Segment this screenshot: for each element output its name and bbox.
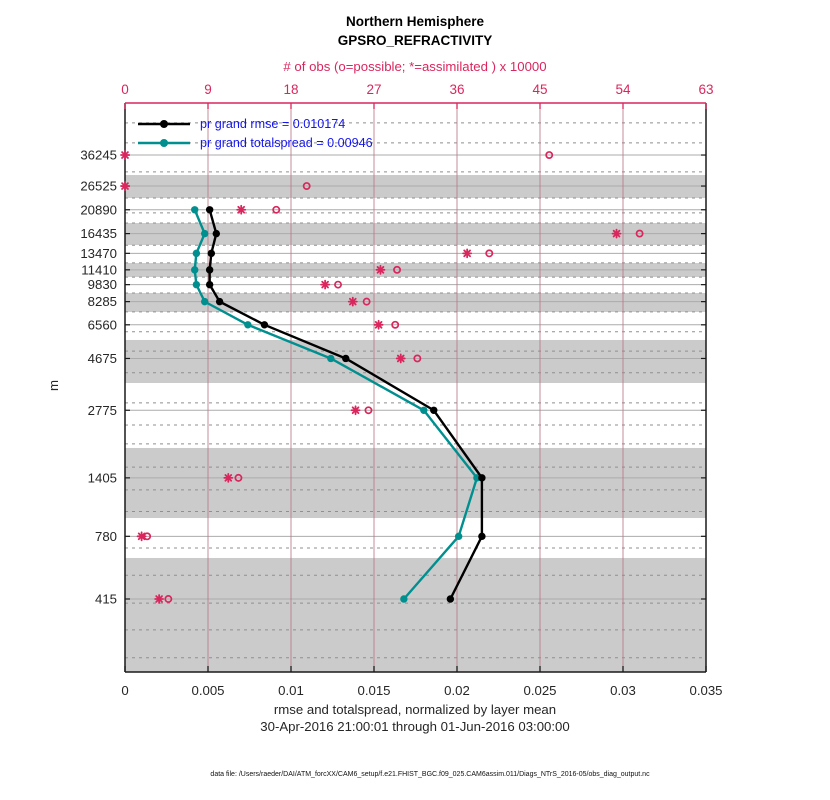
- legend-line-rmse-icon: [136, 119, 194, 129]
- svg-text:36245: 36245: [80, 147, 117, 163]
- svg-text:8285: 8285: [87, 294, 117, 310]
- legend-item-rmse: [136, 114, 373, 133]
- legend-line-totalspread-icon: [136, 138, 194, 148]
- plot-title-variable: GPSRO_REFRACTIVITY: [337, 33, 493, 48]
- svg-text:26525: 26525: [80, 178, 117, 194]
- data-file-path: data file: /Users/raeder/DAI/ATM_forcXX/CAM6_setup/f.e21.FHIST_BGC.f09_025.CAM6assim.011/Diags_NTrS_2016-05/obs_diag_output.nc: [210, 771, 650, 778]
- svg-text:4675: 4675: [87, 351, 117, 367]
- top-axis-label: # of obs (o=possible; *=assimilated ) x 10000: [283, 59, 547, 74]
- svg-text:0.025: 0.025: [523, 683, 557, 698]
- svg-text:45: 45: [532, 82, 548, 97]
- y-axis-label: m: [46, 380, 61, 391]
- legend: [136, 114, 373, 152]
- plot-title-region: Northern Hemisphere: [345, 14, 485, 29]
- svg-text:2775: 2775: [87, 402, 117, 418]
- svg-text:63: 63: [698, 82, 714, 97]
- svg-text:9830: 9830: [87, 277, 117, 293]
- x-axis-label: rmse and totalspread, normalized by layer mean: [273, 702, 557, 717]
- svg-text:9: 9: [204, 82, 212, 97]
- svg-text:36: 36: [449, 82, 465, 97]
- svg-text:415: 415: [94, 591, 117, 607]
- svg-text:27: 27: [366, 82, 382, 97]
- svg-text:1405: 1405: [87, 470, 117, 486]
- svg-text:11410: 11410: [81, 262, 117, 278]
- svg-text:6560: 6560: [87, 317, 117, 333]
- svg-text:0.02: 0.02: [444, 683, 470, 698]
- date-range-label: 30-Apr-2016 21:00:01 through 01-Jun-2016 03:00:00: [260, 719, 570, 734]
- svg-text:0.01: 0.01: [278, 683, 304, 698]
- legend-label-totalspread: pr grand totalspread = 0.00946: [200, 135, 373, 150]
- svg-text:0.015: 0.015: [357, 683, 391, 698]
- legend-label-rmse: pr grand rmse = 0.010174: [200, 116, 346, 131]
- svg-text:0.035: 0.035: [689, 683, 723, 698]
- legend-item-totalspread: [136, 133, 373, 152]
- svg-text:18: 18: [283, 82, 299, 97]
- svg-text:0.005: 0.005: [191, 683, 225, 698]
- svg-text:16435: 16435: [80, 226, 117, 242]
- svg-text:54: 54: [615, 82, 631, 97]
- svg-text:780: 780: [94, 528, 117, 544]
- svg-text:13470: 13470: [80, 245, 117, 261]
- svg-text:20890: 20890: [80, 202, 117, 218]
- svg-text:0.03: 0.03: [610, 683, 636, 698]
- svg-text:0: 0: [121, 82, 129, 97]
- svg-text:0: 0: [121, 683, 129, 698]
